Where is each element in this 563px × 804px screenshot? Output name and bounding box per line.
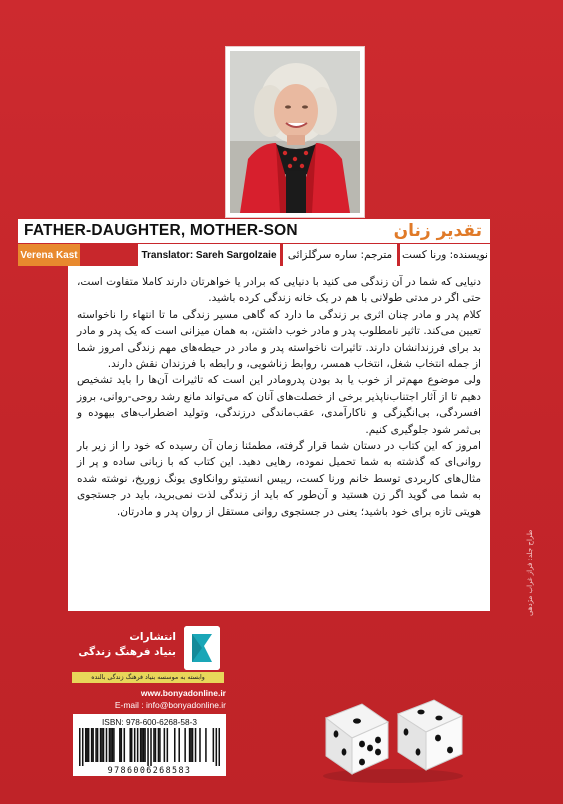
publisher-logo-icon xyxy=(184,626,220,670)
barcode-bar xyxy=(164,728,166,762)
barcode-bar xyxy=(190,728,192,762)
title-persian: تقدیر زنان xyxy=(393,221,482,241)
barcode-bar xyxy=(92,728,94,762)
barcode-bar xyxy=(140,728,142,762)
barcode-bar xyxy=(112,728,114,762)
description-paragraph: کلام پدر و مادر چنان اثری بر زندگی ما دارد که گاهی مسیر زندگی ما تا انتهاء را ناخواسته تعیین می‌کند. تاثیر نامطلوب پدر و مادر خوب داشتن، به همان میزانی است که یک پدر و مادر بد برای فرزندانشان دارند. تاثیرات ناخواسته پدر و مادر در حیطه‌های مهم زندگی امروز شما از جمله انتخاب شغل، انتخاب همسر، روابط زناشویی، و رابطه با فرزندان نقش دارند. xyxy=(77,308,481,371)
dice-icon xyxy=(318,686,468,784)
barcode-bar xyxy=(82,728,84,766)
barcode-bar xyxy=(158,728,160,762)
barcode-digits: 9786006268583 xyxy=(107,765,192,775)
barcode-bar xyxy=(195,728,197,762)
barcode-bar xyxy=(95,728,97,762)
barcode-image xyxy=(79,728,220,766)
barcode-bar xyxy=(199,728,201,762)
barcode-bar xyxy=(103,728,105,762)
barcode-bar xyxy=(109,728,111,762)
barcode-bar xyxy=(113,728,115,762)
barcode-bar xyxy=(153,728,155,762)
barcode-bar xyxy=(143,728,145,762)
barcode-bar xyxy=(178,728,180,762)
publisher-tagline: وابسته به موسسه بنیاد فرهنگ زندگی بالنده xyxy=(72,672,224,683)
barcode-bar xyxy=(124,728,126,762)
barcode-bar xyxy=(110,728,112,762)
barcode-bar xyxy=(213,728,215,762)
barcode-box xyxy=(73,714,226,776)
barcode-bar xyxy=(88,728,90,762)
barcode-bar xyxy=(85,728,87,762)
publisher-name xyxy=(78,630,176,660)
barcode-bar xyxy=(141,728,143,762)
author-english: Verena Kast xyxy=(18,244,80,266)
barcode-bar xyxy=(155,728,157,762)
barcode-bar xyxy=(184,728,186,762)
description-box xyxy=(68,266,490,611)
barcode-bar xyxy=(119,728,121,762)
barcode-bar xyxy=(189,728,191,762)
barcode-bar xyxy=(147,728,149,766)
barcode-bar xyxy=(205,728,207,762)
publisher-name-line1: انتشارات xyxy=(129,631,176,643)
isbn-text: ISBN: 978-600-6268-58-3 xyxy=(101,717,197,727)
credits-row xyxy=(18,244,490,266)
barcode-bar xyxy=(137,728,139,762)
barcode-bar xyxy=(216,728,218,766)
author-photo-frame xyxy=(225,46,365,218)
title-english: FATHER-DAUGHTER, MOTHER-SON xyxy=(24,222,298,239)
barcode-bar xyxy=(192,728,194,762)
author-photo xyxy=(230,51,360,213)
publisher-name-line2: بنیاد فرهنگ زندگی xyxy=(78,646,176,658)
barcode-bar xyxy=(150,728,152,766)
barcode-bar xyxy=(174,728,176,762)
title-band xyxy=(18,219,490,243)
barcode-bar xyxy=(159,728,161,762)
barcode-bar xyxy=(106,728,108,762)
barcode-bar xyxy=(134,728,136,762)
cover-designer-credit: طراح جلد: فراز غراب مژدهی xyxy=(526,529,534,616)
barcode-bar xyxy=(97,728,99,762)
barcode-bar xyxy=(86,728,88,762)
barcode-bar xyxy=(129,728,131,762)
barcode-bar xyxy=(79,728,81,766)
description-paragraph: دنیایی که شما در آن زندگی می کنید با دنیایی که برادر یا خواهرتان دارند کاملا متفاوت است، حتی اگر در مدتی طولانی با هم در یک خانه زندگی کرده باشید. xyxy=(77,276,481,305)
barcode-bar xyxy=(131,728,133,762)
barcode-bar xyxy=(91,728,93,762)
description-paragraph: ولی موضوع مهم‌تر از خوب یا بد بودن پدرومادر این است که تاثیرات آن‌ها را باید تشخیص دهیم تا از آثار اجتناب‌ناپذیر برخی از خصلت‌های آنان که می‌تواند مانع رشد روحی-روانی، بروز افسردگی، بی‌انگیزگی و ناکارآمدی، عقب‌ماندگی درزندگی، وتولید اضطراب‌های بیهوده و بی‌ثمر شود جلوگیری کنیم. xyxy=(77,374,481,436)
publisher-email: E-mail : info@bonyadonline.ir xyxy=(114,700,226,710)
publisher-website: www.bonyadonline.ir xyxy=(140,688,226,698)
translator-persian: مترجم: ساره سرگلزائی xyxy=(283,244,397,266)
barcode-bar xyxy=(101,728,103,762)
description-paragraph: امروز که این کتاب در دستان شما قرار گرفته، مطمئنا زمان آن رسیده که خود را از زیر بار روانی‌ای که گذشته به شما تحمیل نموده، رهایی دهید. این کتاب که با زبانی ساده و پر از مثال‌های کاربردی توسط خانم ورنا کست، رییس انستیتو روانکاوی یونگ زوریخ، نوشته شده به شما می گوید اگر زن هستید و آن‌طور که باید از زندگی لذت نمی‌برید، باید در جستجوی هویتی تازه برای خود باشید؛ یعنی در جستجوی روانی مستقل از روان پدر و مادرتان. xyxy=(77,440,481,518)
translator-english: Translator: Sareh Sargolzaie xyxy=(138,244,280,266)
credits-spacer xyxy=(83,244,135,266)
barcode-bar xyxy=(121,728,123,762)
barcode-bar xyxy=(144,728,146,762)
barcode-bar xyxy=(167,728,169,762)
barcode-bar xyxy=(219,728,220,766)
barcode-bar xyxy=(100,728,102,762)
author-persian: نویسنده: ورنا کست xyxy=(400,244,490,266)
